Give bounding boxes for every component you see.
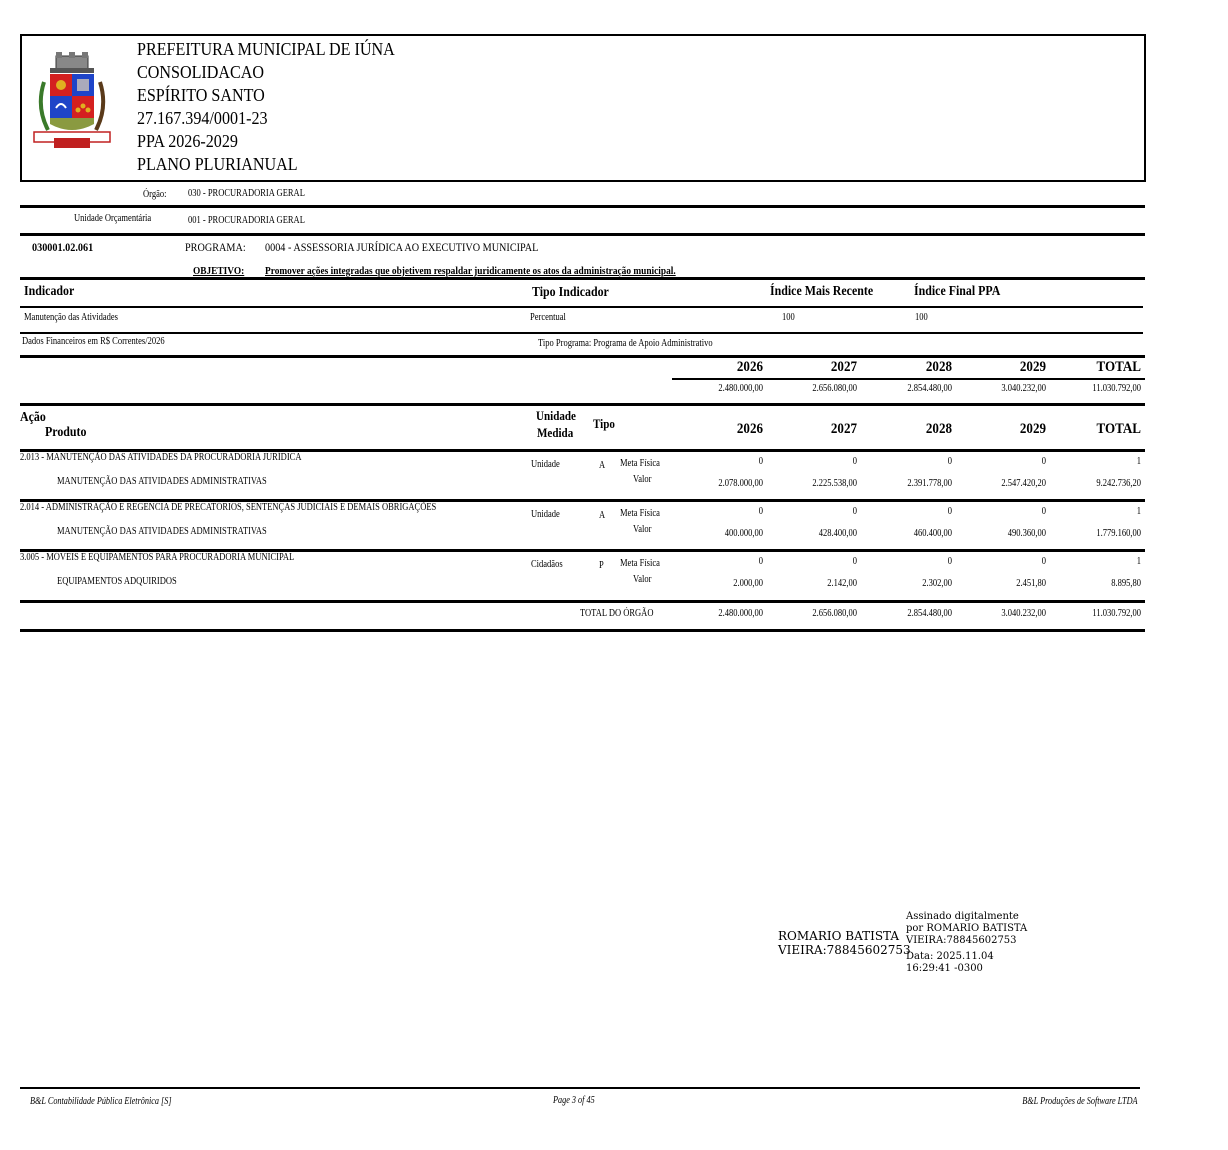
signature-name-line-2: VIEIRA:78845602753 — [778, 943, 911, 957]
signature-info-line-1: Assinado digitalmente — [906, 911, 1019, 922]
financeiro-year-header: 2026 — [736, 359, 763, 375]
valor-value: 2.000,00 — [733, 578, 763, 589]
unidade-value: 001 - PROCURADORIA GERAL — [188, 215, 305, 226]
valor-value: 1.779.160,00 — [1096, 528, 1141, 539]
valor-value: 460.400,00 — [913, 528, 952, 539]
footer-divider — [20, 1087, 1140, 1089]
valor-value: 8.895,80 — [1111, 578, 1141, 589]
objetivo-value: Promover ações integradas que objetivem respaldar juridicamente os atos da administração municipal. — [265, 265, 676, 277]
valor-value: 2.225.538,00 — [812, 478, 857, 489]
tipo-value: A — [599, 510, 606, 521]
total-orgao-value: 2.656.080,00 — [812, 608, 857, 619]
indice-recente-value: 100 — [782, 312, 795, 323]
divider — [20, 629, 1145, 632]
meta-fisica-value: 1 — [1136, 506, 1141, 517]
valor-value: 428.400,00 — [818, 528, 857, 539]
orgao-value: 030 - PROCURADORIA GERAL — [188, 188, 305, 199]
produto-title: MANUTENÇÃO DAS ATIVIDADES ADMINISTRATIVAS — [57, 476, 267, 487]
tipo-programa: Tipo Programa: Programa de Apoio Administrativo — [538, 338, 713, 349]
divider — [20, 306, 1143, 308]
divider — [20, 277, 1145, 280]
divider — [20, 403, 1145, 406]
valor-value: 2.302,00 — [922, 578, 952, 589]
objetivo-label: OBJETIVO: — [193, 265, 245, 277]
unidade-medida: Cidadãos — [531, 559, 563, 570]
acao-title: 2.013 - MANUTENÇÃO DAS ATIVIDADES DA PROCURADORIA JURÍDICA — [20, 452, 302, 463]
valor-label: Valor — [633, 524, 652, 535]
unidade-medida: Unidade — [531, 509, 560, 520]
signature-info-line-4: Data: 2025.11.04 — [906, 951, 994, 962]
header-line-consolidacao: CONSOLIDACAO — [137, 62, 265, 82]
financeiro-value: 2.854.480,00 — [907, 383, 952, 394]
divider — [20, 332, 1143, 334]
divider — [20, 355, 1145, 358]
unidade-medida-header-1: Unidade — [536, 408, 576, 423]
acao-year-header: TOTAL — [1096, 421, 1141, 437]
meta-fisica-value: 0 — [1041, 506, 1046, 517]
indice-final-value: 100 — [915, 312, 928, 323]
acao-year-header: 2027 — [830, 421, 857, 437]
programa-label: PROGRAMA: — [185, 240, 246, 254]
signature-name — [778, 929, 911, 957]
acao-title: 3.005 - MÓVEIS E EQUIPAMENTOS PARA PROCURADORIA MUNICIPAL — [20, 552, 295, 563]
signature-info-line-5: 16:29:41 -0300 — [906, 963, 983, 974]
meta-fisica-value: 0 — [947, 506, 952, 517]
divider — [20, 205, 1145, 208]
signature-info-line-3: VIEIRA:78845602753 — [906, 935, 1017, 946]
signature-info-line-2: por ROMARIO BATISTA — [906, 923, 1028, 934]
valor-value: 9.242.736,20 — [1096, 478, 1141, 489]
produto-title: MANUTENÇÃO DAS ATIVIDADES ADMINISTRATIVAS — [57, 526, 267, 537]
total-orgao-label: TOTAL DO ÓRGÃO — [580, 608, 654, 619]
meta-fisica-value: 0 — [852, 506, 857, 517]
programa-code: 030001.02.061 — [32, 240, 94, 254]
meta-fisica-value: 0 — [758, 506, 763, 517]
financeiro-year-header: TOTAL — [1096, 359, 1141, 375]
valor-value: 2.451,80 — [1016, 578, 1046, 589]
meta-fisica-value: 0 — [852, 456, 857, 467]
meta-fisica-value: 0 — [947, 456, 952, 467]
meta-fisica-value: 0 — [1041, 456, 1046, 467]
financeiro-value: 11.030.792,00 — [1092, 383, 1141, 394]
acao-year-header: 2029 — [1019, 421, 1046, 437]
header-line-cnpj: 27.167.394/0001-23 — [137, 108, 268, 128]
total-orgao-value: 3.040.232,00 — [1001, 608, 1046, 619]
financeiro-year-header: 2029 — [1019, 359, 1046, 375]
footer-left: B&L Contabilidade Pública Eletrônica [S] — [30, 1096, 172, 1107]
meta-fisica-value: 1 — [1136, 456, 1141, 467]
meta-fisica-value: 0 — [758, 556, 763, 567]
acao-header: Ação — [20, 410, 46, 425]
valor-value: 2.078.000,00 — [718, 478, 763, 489]
financeiro-year-header: 2027 — [830, 359, 857, 375]
tipo-value: A — [599, 460, 606, 471]
tipo-indicador-value: Percentual — [530, 312, 566, 323]
meta-fisica-value: 0 — [947, 556, 952, 567]
divider — [20, 233, 1145, 236]
valor-value: 400.000,00 — [724, 528, 763, 539]
indice-recente-header: Índice Mais Recente — [770, 284, 874, 299]
programa-value: 0004 - ASSESSORIA JURÍDICA AO EXECUTIVO MUNICIPAL — [265, 240, 539, 254]
footer-right: B&L Produções de Software LTDA — [1022, 1096, 1138, 1107]
valor-label: Valor — [633, 474, 652, 485]
valor-value: 490.360,00 — [1007, 528, 1046, 539]
acao-year-header: 2026 — [736, 421, 763, 437]
total-orgao-value: 11.030.792,00 — [1092, 608, 1141, 619]
valor-value: 2.547.420,20 — [1001, 478, 1046, 489]
meta-fisica-value: 0 — [1041, 556, 1046, 567]
unidade-label: Unidade Orçamentária — [74, 213, 152, 224]
indicador-header: Indicador — [24, 284, 75, 299]
divider — [672, 378, 1145, 380]
total-orgao-value: 2.854.480,00 — [907, 608, 952, 619]
meta-fisica-label: Meta Física — [620, 458, 660, 469]
valor-label: Valor — [633, 574, 652, 585]
municipal-coat-of-arms-logo — [30, 52, 114, 154]
acao-year-header: 2028 — [925, 421, 952, 437]
indice-final-header: Índice Final PPA — [914, 284, 1001, 299]
produto-title: EQUIPAMENTOS ADQUIRIDOS — [57, 576, 177, 587]
financeiro-value: 2.480.000,00 — [718, 383, 763, 394]
total-orgao-value: 2.480.000,00 — [718, 608, 763, 619]
divider — [20, 600, 1145, 603]
unidade-medida: Unidade — [531, 459, 560, 470]
report-header — [20, 34, 1146, 182]
dados-financeiros-label: Dados Financeiros em R$ Correntes/2026 — [22, 336, 165, 347]
signature-info — [906, 911, 1027, 975]
produto-header: Produto — [45, 425, 87, 440]
meta-fisica-value: 0 — [852, 556, 857, 567]
indicador-value: Manutenção das Atividades — [24, 312, 118, 323]
financeiro-value: 2.656.080,00 — [812, 383, 857, 394]
header-line-estado: ESPÍRITO SANTO — [137, 85, 265, 105]
meta-fisica-value: 1 — [1136, 556, 1141, 567]
footer-page-number: Page 3 of 45 — [553, 1095, 595, 1106]
financeiro-year-header: 2028 — [925, 359, 952, 375]
signature-name-line-1: ROMARIO BATISTA — [778, 929, 900, 943]
financeiro-value: 3.040.232,00 — [1001, 383, 1046, 394]
meta-fisica-label: Meta Física — [620, 558, 660, 569]
tipo-indicador-header: Tipo Indicador — [532, 285, 609, 300]
unidade-medida-header-2: Medida — [537, 425, 574, 440]
header-line-plano: PLANO PLURIANUAL — [137, 154, 298, 174]
header-line-ppa: PPA 2026-2029 — [137, 131, 238, 151]
tipo-header: Tipo — [593, 416, 615, 431]
orgao-label: Órgão: — [143, 189, 167, 200]
valor-value: 2.391.778,00 — [907, 478, 952, 489]
acao-title: 2.014 - ADMINISTRAÇÃO E REGENCIA DE PRECATÓRIOS, SENTENÇAS JUDICIAIS E DEMAIS OBRIGAÇÕES — [20, 502, 437, 513]
valor-value: 2.142,00 — [827, 578, 857, 589]
header-line-prefeitura: PREFEITURA MUNICIPAL DE IÚNA — [137, 39, 395, 59]
meta-fisica-label: Meta Física — [620, 508, 660, 519]
tipo-value: P — [599, 560, 604, 571]
meta-fisica-value: 0 — [758, 456, 763, 467]
